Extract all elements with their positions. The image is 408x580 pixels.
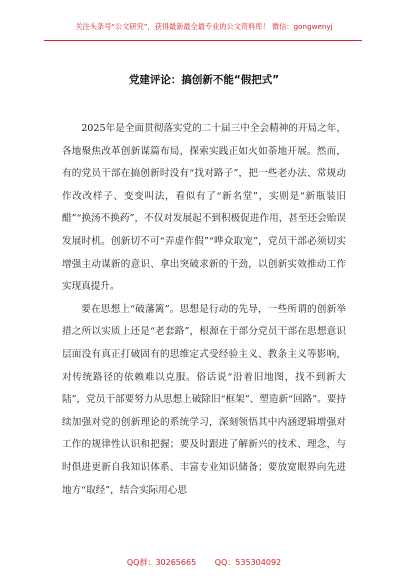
- footer-contact: [0, 557, 408, 568]
- document-body: [62, 118, 346, 502]
- header-divider: [44, 40, 362, 41]
- document-title: 党建评论：搞创新不能“假把式”: [128, 74, 280, 86]
- header-banner: 关注头条号“公文研究”，获得最新最全最专业的公文资料库！ 微信：gongwenyj: [75, 22, 333, 31]
- footer-qq-number: QQ：535304092: [214, 558, 282, 567]
- paragraph-1: 2025年是全面贯彻落实党的二十届三中全会精神的开局之年，各地聚焦改革创新谋篇布局，探索实践正如火如荼地开展。然而，有的党员干部在搞创新时没有“找对路子”，把一些老办法、常规动作改改样子、变变叫法，看似有了“新名堂”，实则是“新瓶装旧醋”“换汤不换药”，不仅对发展起不到积极促进作用，甚至还会贻误发展时机。创新切不可“弄虚作假”“哗众取宠”，党员干部必须切实增强主动谋新的意识、拿出突破求新的干劲，以创新实效推动工作实现真提升。: [62, 123, 346, 293]
- footer-qq-group: QQ群：30265665: [126, 558, 197, 567]
- paragraph-2: 要在思想上“破藩篱”。思想是行动的先导，一些所谓的创新举措之所以实质上还是“老套路”，根源在于部分党员干部在思想意识层面没有真正打破固有的思维定式受经验主义、教条主义等影响，对传统路径的依赖难以克服。俗话说“沿着旧地图，找不到新大陆”，党员干部要努力从思想上破除旧“框架”、塑造新“回路”。要持续加强对党的创新理论的系统学习，深刻领悟其中内涵逻辑增强对工作的规律性认识和把握；要及时跟进了解新兴的技术、理念，与时俱进更新自我知识体系、丰富专业知识储备；要放宽眼界向先进地方“取经”，结合实际用心思: [62, 303, 346, 496]
